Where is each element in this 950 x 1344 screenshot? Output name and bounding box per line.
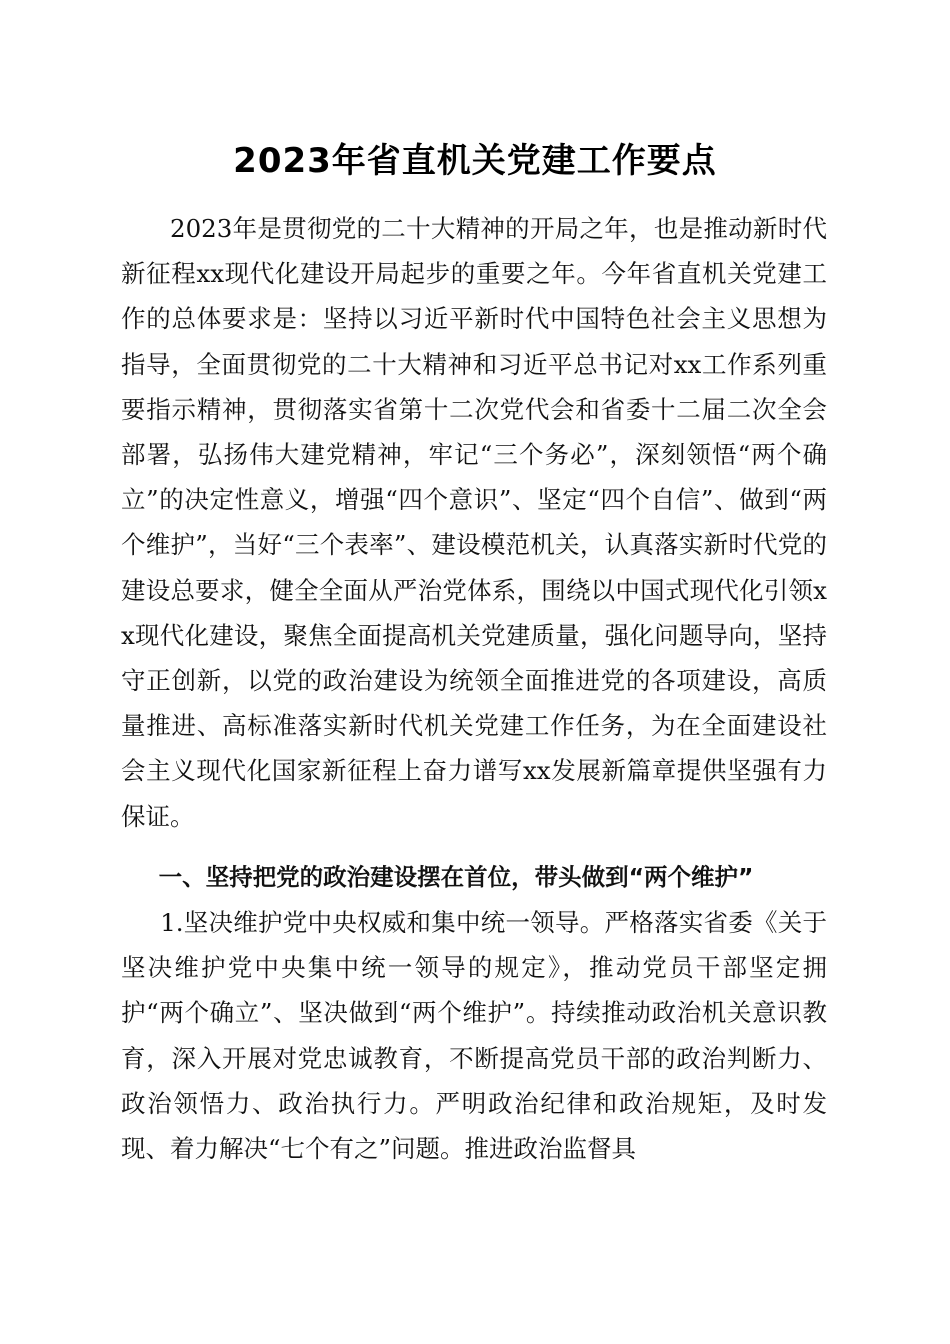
section-item-paragraph: 1.坚决维护党中央权威和集中统一领导。严格落实省委《关于坚决维护党中央集中统一领导的规定》，推动党员干部坚定拥护“两个确立”、坚决做到“两个维护”。持续推动政治机关意识教育，深入开展对党忠诚教育，不断提高党员干部的政治判断力、政治领悟力、政治执行力。严明政治纪律和政治规矩，及时发现、着力解决“七个有之”问题。推进政治监督具: [121, 908, 827, 1164]
document-title: 2023年省直机关党建工作要点: [233, 141, 717, 181]
section-heading: 一、坚持把党的政治建设摆在首位，带头做到“两个维护”: [158, 863, 754, 891]
intro-paragraph: 2023年是贯彻党的二十大精神的开局之年，也是推动新时代新征程xx现代化建设开局起步的重要之年。今年省直机关党建工作的总体要求是：坚持以习近平新时代中国特色社会主义思想为指导，全面贯彻党的二十大精神和习近平总书记对xx工作系列重要指示精神，贯彻落实省第十二次党代会和省委十二届二次全会部署，弘扬伟大建党精神，牢记“三个务必”，深刻领悟“两个确立”的决定性意义，增强“四个意识”、坚定“四个自信”、做到“两个维护”，当好“三个表率”、建设模范机关，认真落实新时代党的建设总要求，健全全面从严治党体系，围绕以中国式现代化引领xx现代化建设，聚焦全面提高机关党建质量，强化问题导向，坚持守正创新，以党的政治建设为统领全面推进党的各项建设，高质量推进、高标准落实新时代机关党建工作任务，为在全面建设社会主义现代化国家新征程上奋力谱写xx发展新篇章提供坚强有力保证。: [121, 214, 827, 831]
